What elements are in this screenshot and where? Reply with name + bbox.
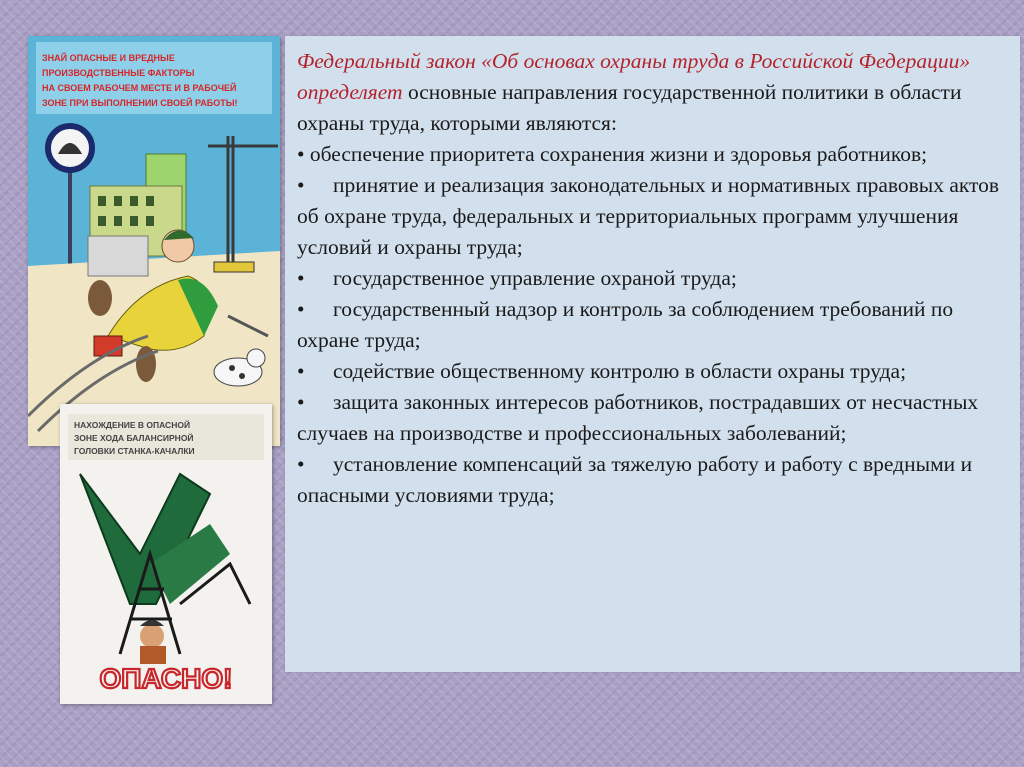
bullet-item-5 (297, 356, 1002, 387)
bullet-item-1-text: обеспечение приоритета сохранения жизни и здоровья работников; (309, 142, 928, 166)
poster-caption-line-2: ПРОИЗВОДСТВЕННЫЕ ФАКТОРЫ (42, 68, 195, 78)
bullet-item-7 (297, 449, 1002, 511)
bullet-symbol: • (297, 173, 305, 197)
bullet-item-4 (297, 294, 1002, 356)
law-intro-title: Федеральный закон «Об основах охраны труда в Российской Федерации» определяет (297, 49, 971, 104)
bullet-symbol: • (297, 452, 305, 476)
bullet-item-1 (297, 139, 1002, 170)
poster-danger-zone (60, 404, 272, 704)
law-intro-rest: основные направления государственной политики в области охраны труда, которыми являются: (297, 80, 962, 135)
bullet-symbol: • (297, 142, 305, 166)
bullet-item-7-text: установление компенсаций за тяжелую работу и работу с вредными и опасными условиями труда; (297, 452, 973, 507)
bullet-symbol: • (297, 266, 305, 290)
danger-caption-line-1: НАХОЖДЕНИЕ В ОПАСНОЙ (74, 420, 191, 430)
poster-safety-factors-illustration (28, 36, 280, 446)
bullet-item-6-text: защита законных интересов работников, пострадавших от несчастных случаев на производстве и профессиональных заболеваний; (297, 390, 979, 445)
danger-caption-line-2: ЗОНЕ ХОДА БАЛАНСИРНОЙ (74, 433, 194, 443)
law-intro (297, 46, 1002, 139)
poster-caption-line-3: НА СВОЕМ РАБОЧЕМ МЕСТЕ И В РАБОЧЕЙ (42, 83, 237, 93)
danger-warning-word: ОПАСНО! (99, 663, 233, 694)
poster-caption-line-4: ЗОНЕ ПРИ ВЫПОЛНЕНИИ СВОЕЙ РАБОТЫ! (42, 98, 238, 108)
bullet-symbol: • (297, 390, 305, 414)
bullet-item-3 (297, 263, 1002, 294)
bullet-symbol: • (297, 297, 305, 321)
law-text-panel (285, 36, 1020, 672)
bullet-item-2-text: принятие и реализация законодательных и нормативных правовых актов об охране труда, федеральных и территориальных программ улучшения условий и охраны труда; (297, 173, 1000, 259)
bullet-item-5-text: содействие общественному контролю в области охраны труда; (333, 359, 907, 383)
poster-danger-zone-illustration (60, 404, 272, 704)
bullet-item-3-text: государственное управление охраной труда; (333, 266, 737, 290)
bullet-item-4-text: государственный надзор и контроль за соблюдением требований по охране труда; (297, 297, 954, 352)
bullet-item-2 (297, 170, 1002, 263)
danger-caption-line-3: ГОЛОВКИ СТАНКА-КАЧАЛКИ (74, 446, 195, 456)
poster-caption-line-1: ЗНАЙ ОПАСНЫЕ И ВРЕДНЫЕ (42, 53, 175, 63)
poster-safety-factors (28, 36, 280, 446)
bullet-item-6 (297, 387, 1002, 449)
bullet-symbol: • (297, 359, 305, 383)
